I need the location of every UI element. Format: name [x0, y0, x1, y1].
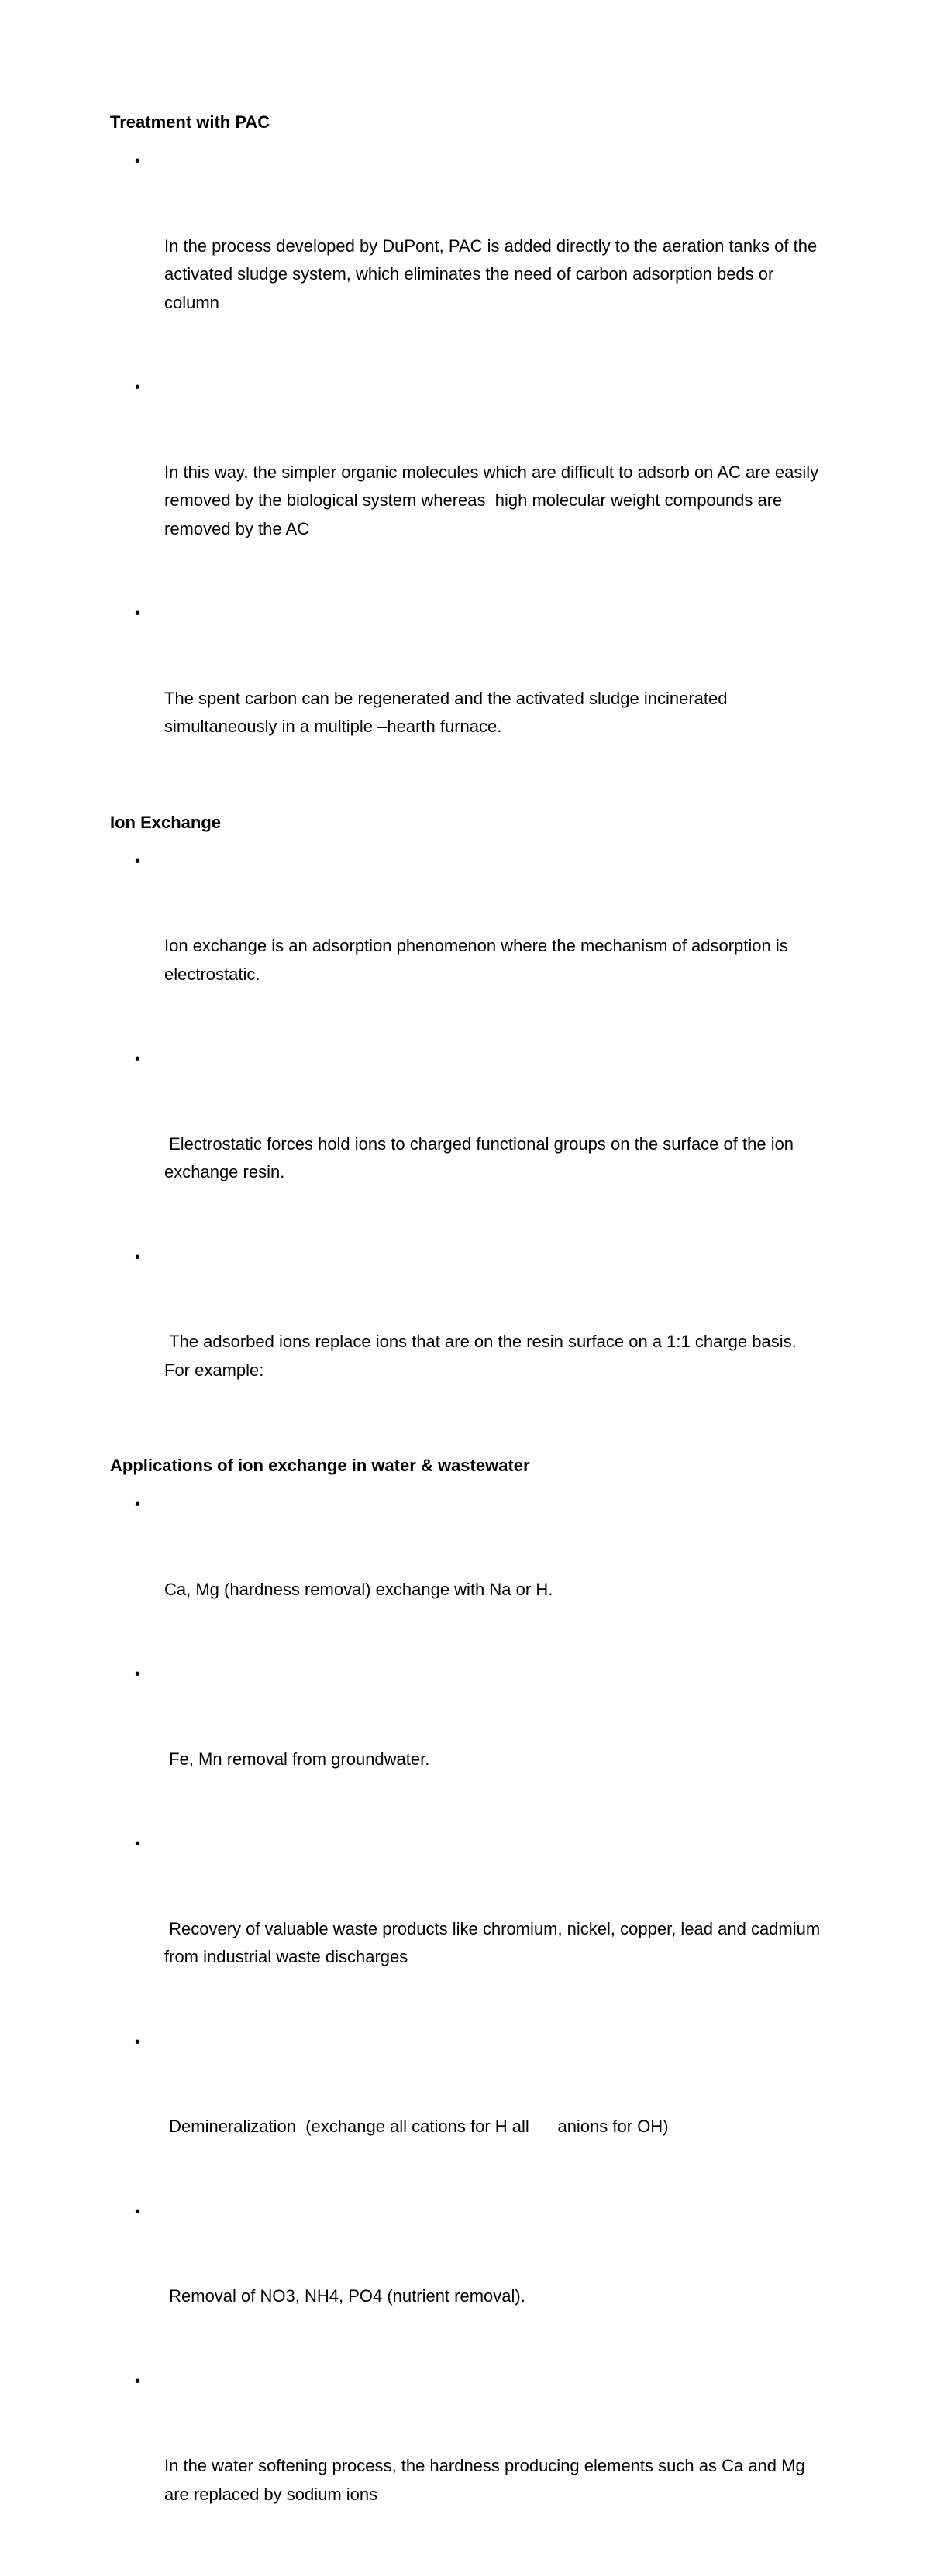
- list-item-text: Electrostatic forces hold ions to charged functional groups on the surface of the ion exchange resin.: [164, 1133, 799, 1181]
- section-heading-treatment-with-pac: Treatment with PAC: [110, 112, 270, 132]
- list-item: [110, 1660, 831, 1830]
- section-heading-applications: Applications of ion exchange in water & wastewater: [110, 1456, 530, 1475]
- bullet-list-pac: [110, 147, 831, 798]
- bullet-icon: •: [135, 1248, 141, 1266]
- bullet-icon: •: [135, 1835, 141, 1852]
- bullet-icon: •: [135, 605, 141, 622]
- list-item-text: In the water softening process, the hardness producing elements such as Ca and Mg are replaced by sodium ions: [164, 2456, 810, 2504]
- bullet-icon: •: [135, 153, 141, 170]
- list-item: [110, 147, 831, 373]
- list-item: [110, 2028, 831, 2198]
- list-item: [110, 1491, 831, 1660]
- bullet-icon: •: [135, 852, 141, 870]
- document-content: [110, 108, 831, 2576]
- list-item: [110, 600, 831, 798]
- bullet-icon: •: [135, 1051, 141, 1068]
- bullet-list-applications: [110, 1491, 831, 2565]
- list-item-text: Ca, Mg (hardness removal) exchange with Na or H.: [164, 1579, 553, 1599]
- bullet-icon: •: [135, 379, 141, 396]
- list-item: [110, 1243, 831, 1442]
- bullet-icon: •: [135, 2033, 141, 2051]
- list-item-text: The spent carbon can be regenerated and the activated sludge incinerated simultaneously in a multiple –hearth furnace.: [164, 688, 732, 736]
- list-item: [110, 2198, 831, 2368]
- list-item: [110, 2368, 831, 2566]
- list-item: [110, 373, 831, 600]
- bullet-icon: •: [135, 1666, 141, 1683]
- bullet-icon: •: [135, 1496, 141, 1513]
- list-item-text: Ion exchange is an adsorption phenomenon where the mechanism of adsorption is electrostatic.: [164, 936, 793, 984]
- bullet-list-ion-exchange: [110, 848, 831, 1442]
- list-item: [110, 848, 831, 1046]
- list-item: [110, 1830, 831, 2028]
- bullet-icon: •: [135, 2203, 141, 2220]
- list-item-text: In the process developed by DuPont, PAC is added directly to the aeration tanks of the activated sludge system, which eliminates the need of carbon adsorption beds or column: [164, 236, 822, 312]
- list-item-text: Fe, Mn removal from groundwater.: [164, 1749, 430, 1769]
- list-item-text: Removal of NO3, NH4, PO4 (nutrient removal).: [164, 2286, 525, 2306]
- list-item-text: Recovery of valuable waste products like chromium, nickel, copper, lead and cadmium from industrial waste discharges: [164, 1918, 825, 1966]
- section-heading-ion-exchange: Ion Exchange: [110, 812, 222, 832]
- list-item-text: In this way, the simpler organic molecules which are difficult to adsorb on AC are easily removed by the biological system whereas high molecular weight compounds are removed by the AC: [164, 462, 824, 538]
- list-item-text: The adsorbed ions replace ions that are on the resin surface on a 1:1 charge basis. For example:: [164, 1332, 811, 1380]
- list-item-text: Demineralization (exchange all cations for H all anions for OH): [164, 2117, 669, 2136]
- list-item: [110, 1045, 831, 1243]
- bullet-icon: •: [135, 2372, 141, 2390]
